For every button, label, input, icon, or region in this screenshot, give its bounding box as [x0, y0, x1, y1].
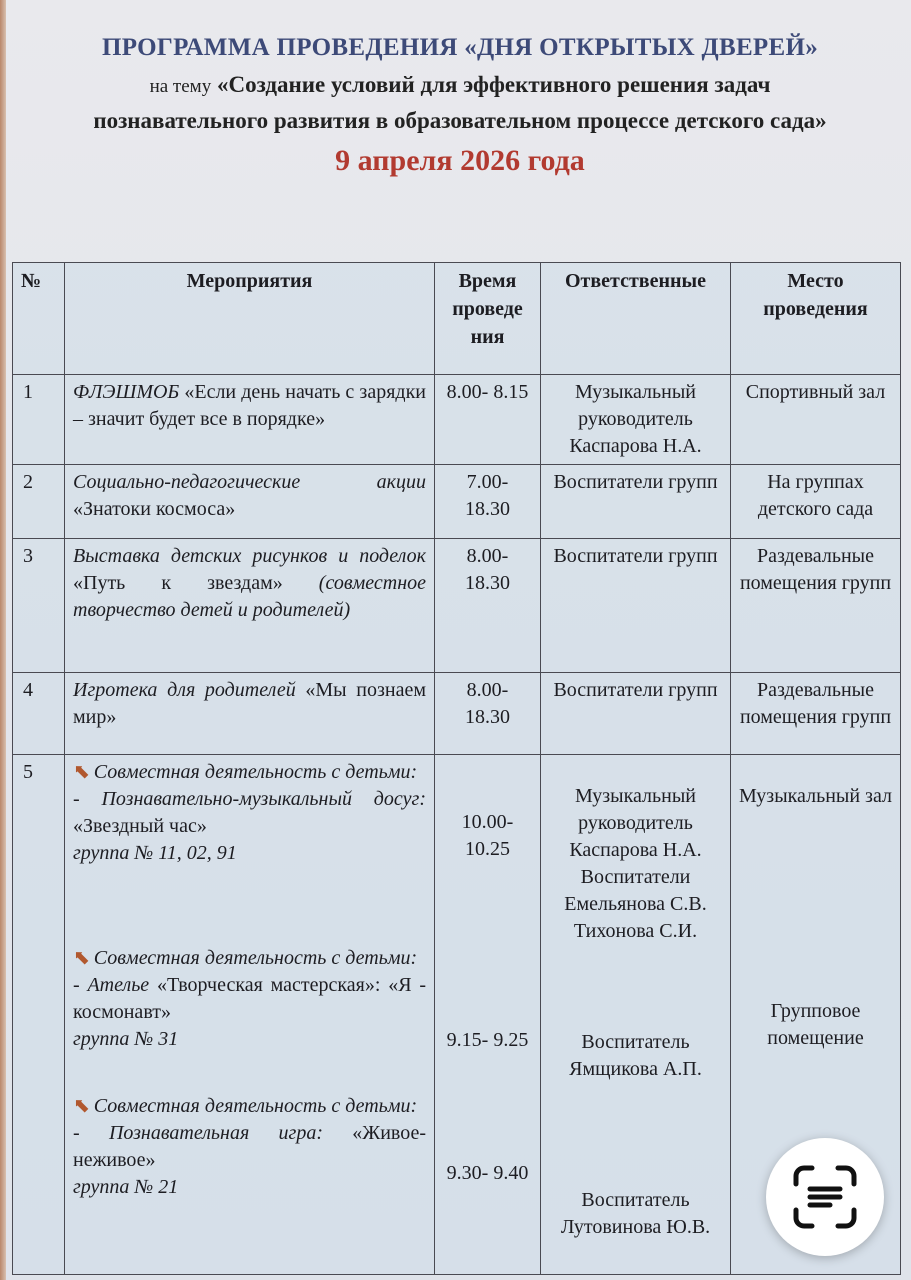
activity-group: группа № 21	[73, 1176, 179, 1198]
text-scan-icon	[790, 1162, 860, 1232]
event-title: «Если день начать с зарядки – значит будет все в порядке»	[73, 381, 426, 430]
event-title: «Путь к звездам»	[73, 572, 283, 594]
row-time: 8.00- 18.30	[435, 539, 541, 673]
row-time: 8.00- 18.30	[435, 673, 541, 755]
row-responsible: Воспитатели групп	[541, 465, 731, 539]
event-type: Выставка детских рисунков и поделок	[73, 545, 426, 567]
text-scan-button[interactable]	[766, 1138, 884, 1256]
document-date: 9 апреля 2026 года	[335, 144, 585, 177]
activity-responsible: Воспитатель Лутовинова Ю.В.	[560, 1189, 711, 1238]
row-responsible: Воспитатели групп	[541, 673, 731, 755]
activity-group: группа № 31	[73, 1028, 179, 1050]
header-place: Место проведения	[731, 263, 901, 375]
header-resp: Ответственные	[541, 263, 731, 375]
subtitle-prefix: на тему	[149, 76, 212, 97]
activity-block	[73, 1093, 426, 1201]
row-num: 5	[13, 755, 65, 1275]
event-type: Игротека для родителей	[73, 679, 296, 701]
activity-place: Групповое помещение	[767, 1000, 864, 1049]
activity-block	[73, 945, 426, 1053]
row-event	[65, 465, 435, 539]
row-place: Спортивный зал	[731, 375, 901, 465]
event-type: ФЛЭШМОБ	[73, 381, 180, 403]
event-title: «Мы познаем мир»	[73, 679, 427, 728]
table-header-row	[13, 263, 901, 375]
pin-marker-icon: ⬉	[73, 761, 90, 783]
activity-title: «Звездный час»	[73, 815, 207, 837]
row-event	[65, 673, 435, 755]
activity-block	[73, 759, 426, 867]
table-row	[13, 539, 901, 673]
activity-place: Музыкальный зал	[739, 785, 892, 807]
activity-heading: Совместная деятельность с детьми:	[93, 761, 418, 783]
activity-responsible: Воспитатель Ямщикова А.П.	[569, 1031, 702, 1080]
document-title: ПРОГРАММА ПРОВЕДЕНИЯ «ДНЯ ОТКРЫТЫХ ДВЕРЕЙ»	[101, 34, 819, 61]
activity-time: 9.15- 9.25	[446, 1029, 529, 1051]
row-time-blocks	[435, 755, 541, 1275]
row-event	[65, 539, 435, 673]
row-responsible: Музыкальный руководитель Каспарова Н.А.	[541, 375, 731, 465]
pin-marker-icon: ⬉	[73, 947, 90, 969]
page-edge	[0, 0, 6, 1280]
subtitle-main: «Создание условий для эффективного решения задач познавательного развития в образовательном процессе детского сада»	[93, 72, 827, 133]
header-num: №	[13, 263, 65, 375]
document-header	[20, 34, 900, 178]
row-place: Раздевальные помещения групп	[731, 539, 901, 673]
event-note: (совместное творчество детей и родителей)	[73, 572, 427, 621]
activity-type: - Познавательная игра:	[73, 1122, 323, 1144]
row-event-blocks	[65, 755, 435, 1275]
header-event: Мероприятия	[65, 263, 435, 375]
activity-time: 10.00- 10.25	[461, 811, 514, 860]
activity-title: «Творческая мастерская»: «Я - космонавт»	[73, 974, 426, 1023]
row-num: 1	[13, 375, 65, 465]
header-time: Время проведе ния	[435, 263, 541, 375]
row-num: 4	[13, 673, 65, 755]
table-row	[13, 375, 901, 465]
row-event	[65, 375, 435, 465]
event-type: Социально-педагогические акции	[73, 471, 426, 493]
row-responsible-blocks	[541, 755, 731, 1275]
event-title: «Знатоки космоса»	[73, 498, 236, 520]
activity-title: «Живое-неживое»	[73, 1122, 426, 1171]
table-row	[13, 673, 901, 755]
row-responsible: Воспитатели групп	[541, 539, 731, 673]
row-time: 7.00- 18.30	[435, 465, 541, 539]
row-place: Раздевальные помещения групп	[731, 673, 901, 755]
activity-type: - Познавательно-музыкальный досуг:	[73, 788, 426, 810]
activity-type: - Ателье	[73, 974, 150, 996]
row-place: На группах детского сада	[731, 465, 901, 539]
row-time: 8.00- 8.15	[435, 375, 541, 465]
row-num: 2	[13, 465, 65, 539]
activity-responsible: Музыкальный руководитель Каспарова Н.А. Воспитатели Емельянова С.В. Тихонова С.И.	[564, 785, 707, 942]
pin-marker-icon: ⬉	[73, 1095, 90, 1117]
table-row	[13, 465, 901, 539]
activity-group: группа № 11, 02, 91	[73, 842, 237, 864]
activity-heading: Совместная деятельность с детьми:	[93, 1095, 418, 1117]
program-table	[12, 262, 901, 1275]
activity-heading: Совместная деятельность с детьми:	[93, 947, 418, 969]
activity-time: 9.30- 9.40	[446, 1162, 529, 1184]
row-num: 3	[13, 539, 65, 673]
document-subtitle	[60, 68, 860, 138]
